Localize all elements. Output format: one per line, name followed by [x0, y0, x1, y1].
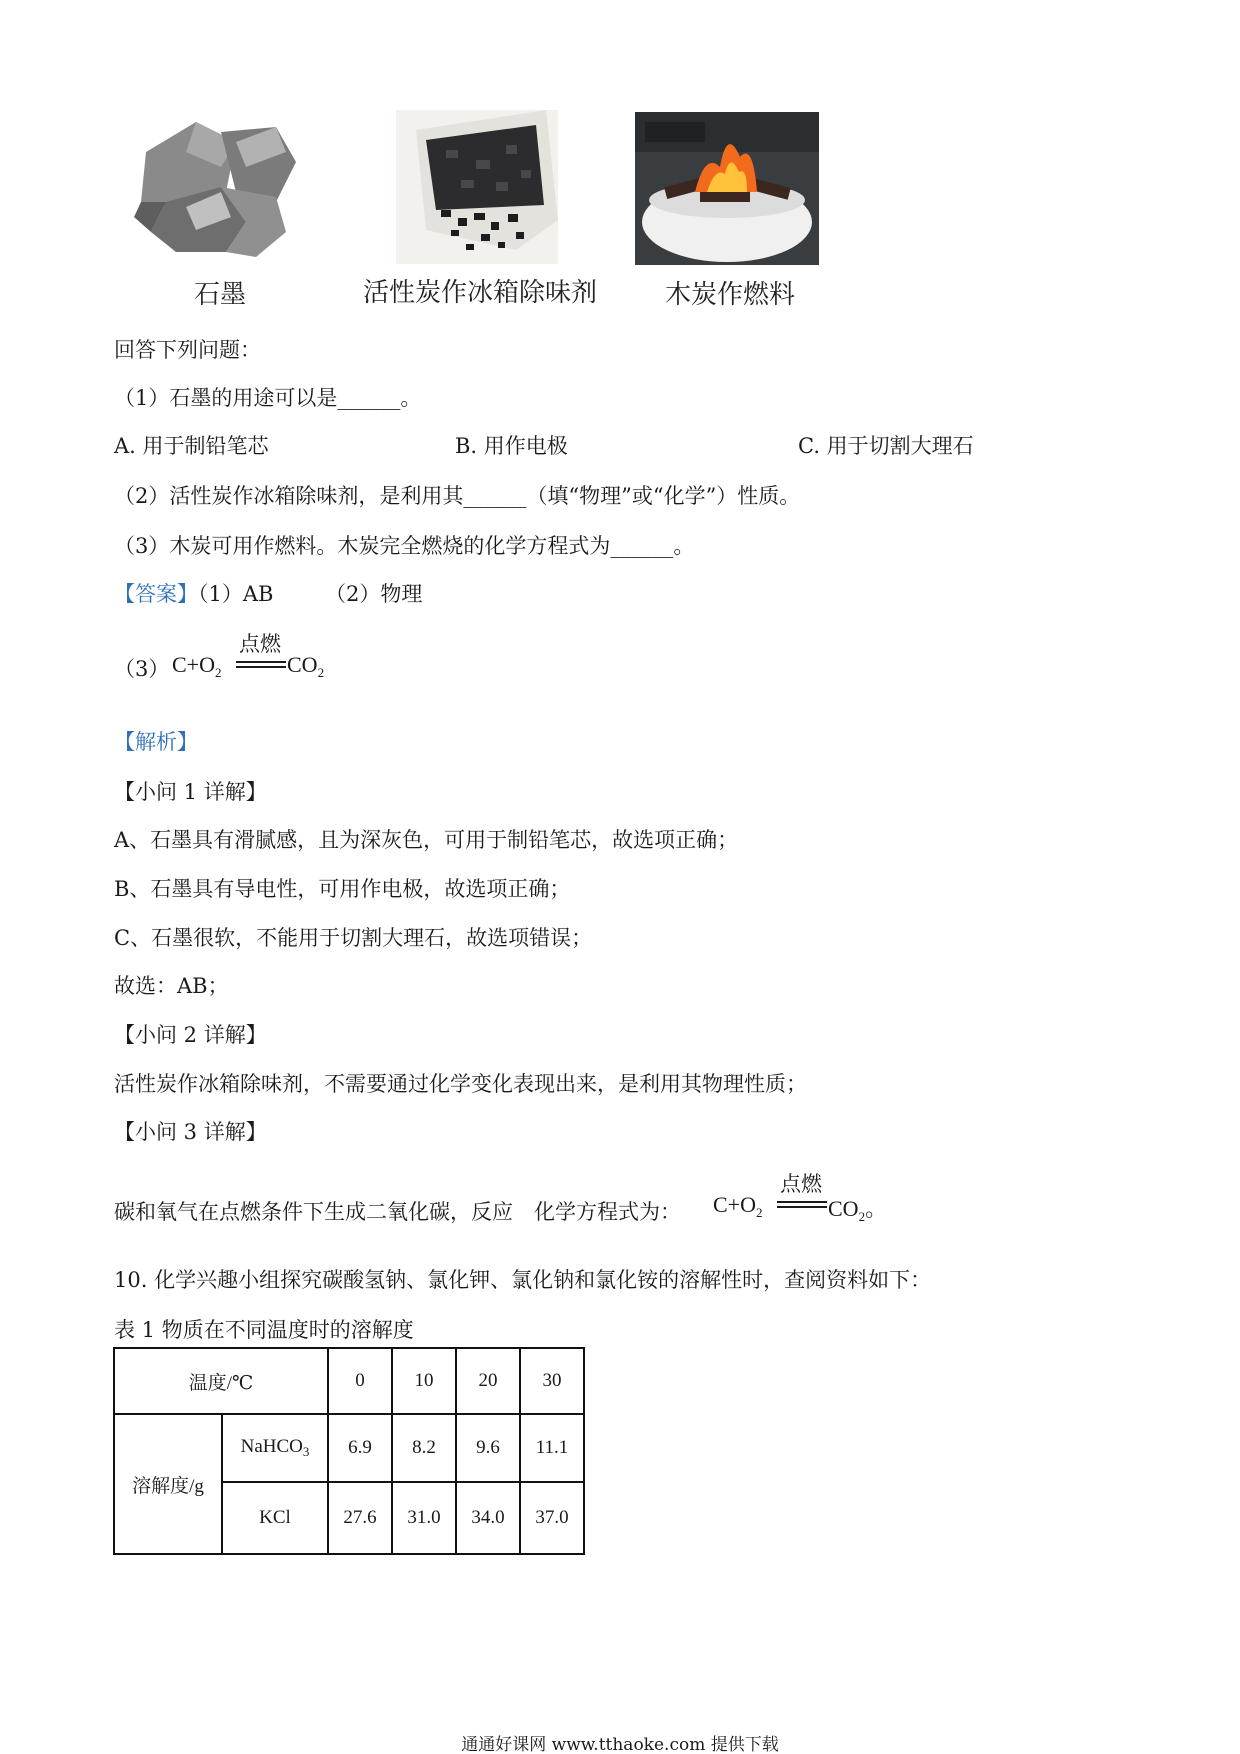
eq2-condition: 点燃	[780, 1172, 822, 1196]
row-name-nahco3: NaHCO$_3$	[222, 1414, 328, 1482]
sub1-line-b: B、石墨具有导电性，可用作电极，故选项正确；	[114, 877, 571, 901]
question-2: （2）活性炭作冰箱除味剂，是利用其______（填“物理”或“化学”）性质。	[114, 484, 801, 508]
temp-header: 温度/℃	[114, 1348, 328, 1414]
sub1-line-a: A、石墨具有滑腻感，且为深灰色，可用于制铅笔芯，故选项正确；	[114, 828, 739, 852]
q1-option-b: B. 用作电极	[455, 434, 568, 458]
question-1: （1）石墨的用途可以是______。	[114, 386, 422, 410]
analysis-equation	[713, 1168, 903, 1228]
table-cell: 27.6	[328, 1482, 392, 1554]
eq-reactants: $C+O_2$	[172, 652, 222, 680]
activated-carbon-bag-image	[396, 110, 558, 264]
sub1-heading: 【小问 1 详解】	[114, 780, 267, 804]
temp-20: 20	[456, 1348, 520, 1414]
table-cell: 11.1	[520, 1414, 584, 1482]
table-title: 表 1 物质在不同温度时的溶解度	[114, 1318, 414, 1342]
table-cell: 6.9	[328, 1414, 392, 1482]
eq2-product: $CO_2$。	[828, 1196, 888, 1224]
sub2-heading: 【小问 2 详解】	[114, 1023, 267, 1047]
eq2-arrow	[775, 1168, 833, 1228]
eq-arrow	[234, 628, 292, 688]
analysis-label: 【解析】	[114, 730, 198, 754]
temp-0: 0	[328, 1348, 392, 1414]
table-cell: 34.0	[456, 1482, 520, 1554]
question-3: （3）木炭可用作燃料。木炭完全燃烧的化学方程式为______。	[114, 534, 695, 558]
solubility-group-label: 溶解度/g	[114, 1414, 222, 1554]
answer-1: （1）AB	[198, 582, 274, 606]
table-cell: 9.6	[456, 1414, 520, 1482]
q1-option-c: C. 用于切割大理石	[798, 434, 974, 458]
question-10: 10. 化学兴趣小组探究碳酸氢钠、氯化钾、氯化钠和氯化铵的溶解性时，查阅资料如下：	[114, 1268, 932, 1292]
table-cell: 8.2	[392, 1414, 456, 1482]
row-name-kcl: KCl	[222, 1482, 328, 1554]
sub1-line-select: 故选：AB；	[114, 974, 229, 998]
eq-product: $CO_2$	[287, 652, 325, 680]
charcoal-fire-image	[635, 112, 819, 265]
sub3-heading: 【小问 3 详解】	[114, 1120, 267, 1144]
graphite-rock-image	[126, 112, 304, 260]
figure-caption-graphite: 石墨	[193, 280, 246, 310]
table-cell: 37.0	[520, 1482, 584, 1554]
eq-condition: 点燃	[239, 632, 281, 656]
temp-30: 30	[520, 1348, 584, 1414]
sub2-line: 活性炭作冰箱除味剂，不需要通过化学变化表现出来，是利用其物理性质；	[114, 1072, 807, 1096]
figure-caption-charcoal: 木炭作燃料	[664, 280, 795, 310]
answer-3-prefix: （3）	[114, 657, 170, 681]
eq2-reactants: $C+O_2$	[713, 1192, 763, 1220]
answer-row	[114, 580, 273, 608]
solubility-table	[113, 1347, 585, 1555]
table-cell: 31.0	[392, 1482, 456, 1554]
answer-label: 【答案】	[114, 582, 198, 606]
sub3-line: 碳和氧气在点燃条件下生成二氧化碳，反应 化学方程式为：	[114, 1200, 681, 1224]
answer-equation	[172, 628, 352, 688]
answer-2: （2）物理	[325, 582, 423, 606]
q1-option-a: A. 用于制铅笔芯	[114, 434, 269, 458]
temp-10: 10	[392, 1348, 456, 1414]
figure-caption-activated-carbon: 活性炭作冰箱除味剂	[362, 278, 597, 308]
sub1-line-c: C、石墨很软，不能用于切割大理石，故选项错误；	[114, 926, 593, 950]
page-footer: 通通好课网 www.tthaoke.com 提供下载	[461, 1735, 779, 1754]
intro-text: 回答下列问题：	[114, 338, 261, 362]
